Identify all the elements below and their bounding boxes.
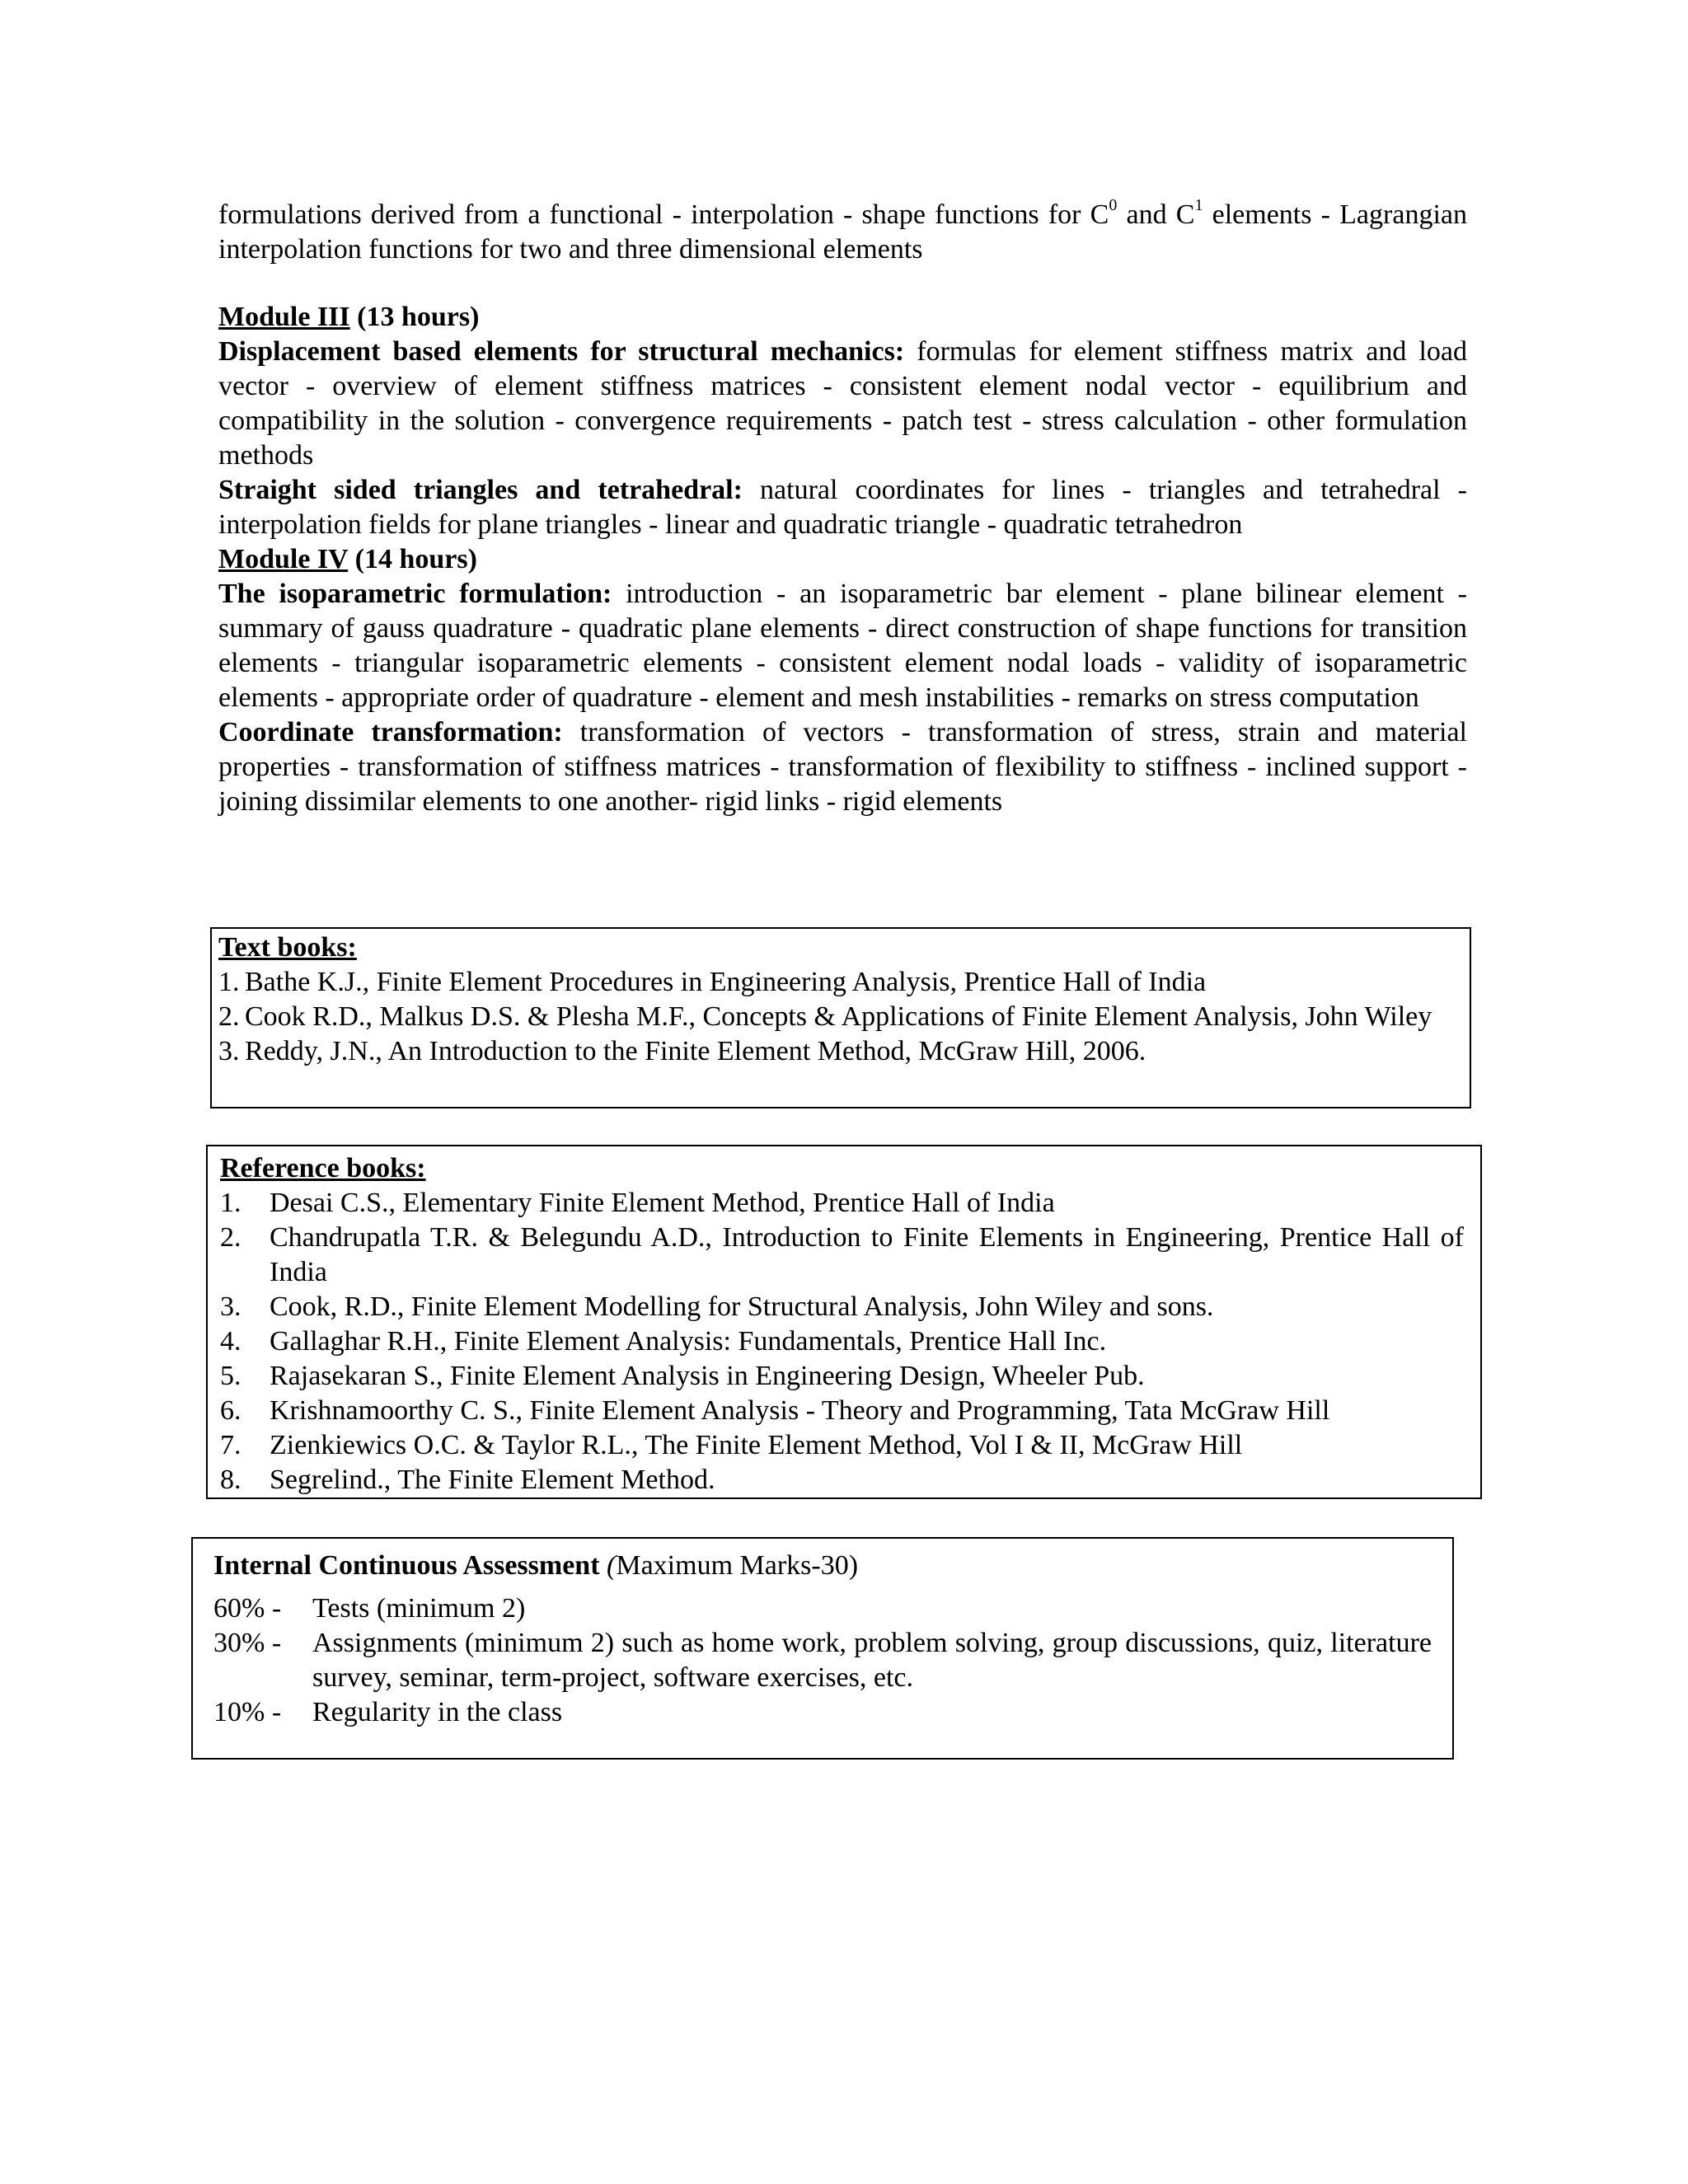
- reference-item: [220, 1428, 1464, 1463]
- topic-text: introduction - an isoparametric bar element - plane bilinear element - summary of gauss quadrature - quadratic plane elements - direct construction of shape functions for transition elements - triangular isoparametric elements - consistent element nodal loads - validity of isoparametric elements - appropriate order of quadrature - element and mesh instabilities - remarks on stress computation: [218, 579, 1468, 713]
- topic-title: Straight sided triangles and tetrahedral:: [218, 475, 743, 505]
- textbook-text: Bathe K.J., Finite Element Procedures in Engineering Analysis, Prentice Hall of India: [245, 967, 1207, 997]
- list-number: 3.: [218, 1036, 240, 1066]
- assessment-text: Tests (minimum 2): [312, 1593, 526, 1624]
- internal-assessment-title: [213, 1549, 1432, 1583]
- reference-item: [220, 1221, 1464, 1290]
- assessment-percent: 60% -: [213, 1593, 282, 1624]
- assessment-item: [213, 1626, 1432, 1695]
- assessment-item: [213, 1695, 1432, 1730]
- textbook-text: Cook R.D., Malkus D.S. & Plesha M.F., Concepts & Applications of Finite Element Analysis, John Wiley: [245, 1001, 1432, 1032]
- reference-text: Desai C.S., Elementary Finite Element Method, Prentice Hall of India: [270, 1188, 1055, 1218]
- assessment-max-marks: Maximum Marks-30): [616, 1550, 859, 1581]
- reference-text: Rajasekaran S., Finite Element Analysis in Engineering Design, Wheeler Pub.: [270, 1361, 1145, 1391]
- topic-title: The isoparametric formulation:: [218, 579, 612, 609]
- reference-text: Segrelind., The Finite Element Method.: [270, 1465, 715, 1495]
- list-number: 3.: [220, 1291, 241, 1322]
- assessment-percent: 30% -: [213, 1628, 282, 1658]
- assessment-text: Regularity in the class: [312, 1697, 563, 1727]
- internal-assessment-box: [191, 1537, 1454, 1760]
- textbook-text: Reddy, J.N., An Introduction to the Finite Element Method, McGraw Hill, 2006.: [245, 1036, 1146, 1066]
- module-4-topic-1: [218, 577, 1467, 715]
- reference-books-title: Reference books:: [220, 1153, 426, 1183]
- list-number: 1.: [220, 1188, 241, 1218]
- list-number: 5.: [220, 1361, 241, 1391]
- topic-text: transformation of vectors - transformation of stress, strain and material properties - transformation of stiffness matrices - transformation of flexibility to stiffness - inclined support - joining dissimilar elements to one another- rigid links - rigid elements: [218, 717, 1467, 817]
- assessment-item: [213, 1591, 1432, 1626]
- reference-text: Chandrupatla T.R. & Belegundu A.D., Introduction to Finite Elements in Engineering, Prentice Hall of India: [270, 1222, 1464, 1287]
- reference-item: [220, 1463, 1464, 1497]
- list-number: 2.: [220, 1222, 241, 1253]
- list-number: 7.: [220, 1430, 241, 1460]
- reference-item: [220, 1290, 1464, 1324]
- topic-text: natural coordinates for lines - triangles and tetrahedral - interpolation fields for plane triangles - linear and quadratic triangle - quadratic tetrahedron: [218, 475, 1467, 540]
- reference-item: [220, 1324, 1464, 1359]
- intro-paragraph: [218, 195, 1467, 267]
- intro-text-1: formulations derived from a functional - interpolation - shape functions for C: [218, 199, 1109, 230]
- superscript-1: 1: [1194, 195, 1203, 214]
- topic-title: Coordinate transformation:: [218, 717, 563, 748]
- intro-text-2: and C: [1117, 199, 1195, 230]
- topic-title: Displacement based elements for structural mechanics:: [218, 336, 905, 367]
- assessment-percent: 10% -: [213, 1697, 282, 1727]
- reference-books-box: [206, 1145, 1482, 1499]
- intro-text-3: elements - Lagrangian interpolation functions for two and three dimensional elements: [218, 199, 1467, 265]
- assessment-title-bold: Internal Continuous Assessment: [213, 1550, 600, 1581]
- list-number: 2.: [218, 1001, 240, 1032]
- module-4-topic-2: [218, 715, 1467, 819]
- superscript-0: 0: [1109, 195, 1118, 214]
- syllabus-body: [218, 195, 1468, 819]
- reference-item: [220, 1359, 1464, 1394]
- reference-text: Krishnamoorthy C. S., Finite Element Analysis - Theory and Programming, Tata McGraw Hill: [270, 1395, 1330, 1426]
- textbook-item: [218, 965, 1463, 1000]
- textbooks-title: Text books:: [218, 932, 357, 963]
- reference-text: Gallaghar R.H., Finite Element Analysis: Fundamentals, Prentice Hall Inc.: [270, 1326, 1107, 1357]
- reference-text: Cook, R.D., Finite Element Modelling for Structural Analysis, John Wiley and sons.: [270, 1291, 1214, 1322]
- module-3-title: Module III: [218, 302, 350, 332]
- module-3-hours: (13 hours): [349, 302, 480, 332]
- topic-text: formulas for element stiffness matrix and load vector - overview of element stiffness matrices - consistent element nodal vector - equilibrium and compatibility in the solution - convergence requirements - patch test - stress calculation - other formulation methods: [218, 336, 1468, 471]
- module-3-topic-2: [218, 473, 1467, 542]
- module-4-hours: (14 hours): [348, 544, 477, 574]
- list-number: 8.: [220, 1465, 241, 1495]
- assessment-text: Assignments (minimum 2) such as home work, problem solving, group discussions, quiz, literature survey, seminar, term-project, software exercises, etc.: [312, 1628, 1432, 1693]
- module-4-heading: [218, 542, 1467, 577]
- list-number: 6.: [220, 1395, 241, 1426]
- textbook-item: [218, 1034, 1463, 1069]
- module-4-title: Module IV: [218, 544, 349, 574]
- reference-item: [220, 1394, 1464, 1428]
- reference-item: [220, 1186, 1464, 1221]
- list-number: 4.: [220, 1326, 241, 1357]
- module-3-heading: [218, 300, 1467, 335]
- list-number: 1.: [218, 967, 240, 997]
- assessment-paren: (: [607, 1550, 617, 1581]
- textbooks-box: [210, 927, 1471, 1108]
- module-3-topic-1: [218, 335, 1467, 473]
- textbook-item: [218, 1000, 1463, 1034]
- reference-text: Zienkiewics O.C. & Taylor R.L., The Finite Element Method, Vol I & II, McGraw Hill: [270, 1430, 1243, 1460]
